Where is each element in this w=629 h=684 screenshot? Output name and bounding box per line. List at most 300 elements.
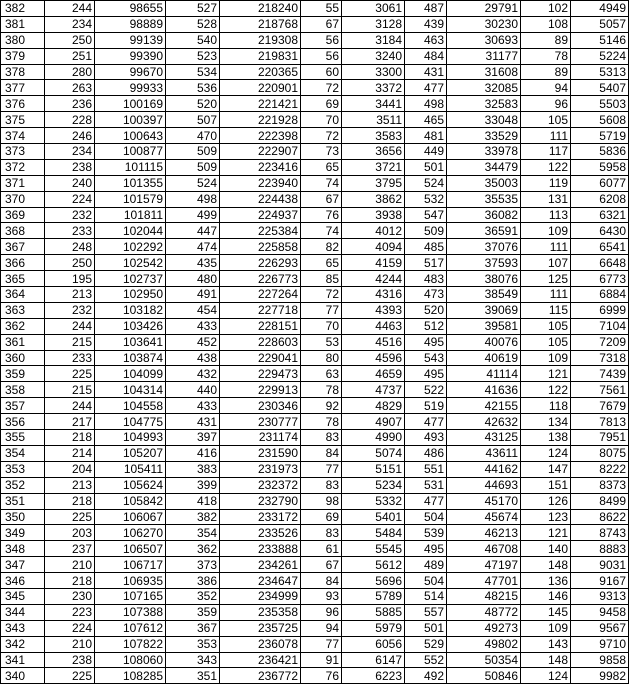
cell-cumulative-c: 5789: [342, 588, 405, 604]
cell-cumulative-b: 233526: [220, 525, 301, 541]
cell-count-a: 234: [45, 16, 95, 32]
cell-score: 368: [1, 223, 45, 239]
cell-cumulative-b: 232790: [220, 493, 301, 509]
cell-cumulative-e: 8622: [571, 509, 629, 525]
cell-count-e: 119: [521, 175, 571, 191]
cell-score: 362: [1, 318, 45, 334]
cell-cumulative-b: 226293: [220, 255, 301, 271]
cell-count-e: 126: [521, 493, 571, 509]
cell-count-e: 140: [521, 541, 571, 557]
cell-count-d: 477: [405, 80, 447, 96]
cell-count-a: 246: [45, 128, 95, 144]
cell-count-d: 465: [405, 112, 447, 128]
cell-cumulative-b: 235725: [220, 620, 301, 636]
cell-score: 352: [1, 477, 45, 493]
cell-count-e: 105: [521, 334, 571, 350]
cell-count-c: 67: [301, 191, 342, 207]
cell-cumulative-c: 6147: [342, 652, 405, 668]
cell-count-a: 225: [45, 668, 95, 684]
cell-count-c: 83: [301, 430, 342, 446]
cell-cumulative-a: 100397: [95, 112, 166, 128]
cell-cumulative-a: 103874: [95, 350, 166, 366]
cell-count-e: 78: [521, 48, 571, 64]
cell-count-a: 238: [45, 159, 95, 175]
cell-cumulative-d: 33978: [447, 144, 521, 160]
cell-cumulative-c: 4596: [342, 350, 405, 366]
cell-count-b: 353: [166, 636, 220, 652]
cell-count-b: 431: [166, 414, 220, 430]
cell-score: 356: [1, 414, 45, 430]
cell-cumulative-e: 9458: [571, 604, 629, 620]
cell-cumulative-d: 33048: [447, 112, 521, 128]
cell-cumulative-e: 8743: [571, 525, 629, 541]
cell-cumulative-e: 7104: [571, 318, 629, 334]
cell-count-c: 67: [301, 16, 342, 32]
cell-cumulative-e: 9710: [571, 636, 629, 652]
cell-cumulative-b: 218240: [220, 1, 301, 17]
cell-score: 353: [1, 461, 45, 477]
cell-cumulative-b: 228151: [220, 318, 301, 334]
cell-score: 340: [1, 668, 45, 684]
cell-cumulative-c: 5484: [342, 525, 405, 541]
cell-count-b: 351: [166, 668, 220, 684]
cell-count-d: 504: [405, 573, 447, 589]
cell-count-a: 280: [45, 64, 95, 80]
cell-count-b: 536: [166, 80, 220, 96]
cell-cumulative-a: 105842: [95, 493, 166, 509]
cell-count-d: 547: [405, 207, 447, 223]
cell-cumulative-b: 230777: [220, 414, 301, 430]
cell-count-b: 499: [166, 207, 220, 223]
cell-count-d: 531: [405, 477, 447, 493]
cell-count-c: 67: [301, 557, 342, 573]
cell-cumulative-a: 103641: [95, 334, 166, 350]
cell-count-c: 56: [301, 32, 342, 48]
cell-cumulative-b: 233888: [220, 541, 301, 557]
cell-count-a: 240: [45, 175, 95, 191]
cell-cumulative-e: 5958: [571, 159, 629, 175]
cell-cumulative-a: 102950: [95, 287, 166, 303]
cell-count-e: 148: [521, 557, 571, 573]
cell-cumulative-b: 227718: [220, 302, 301, 318]
cell-count-b: 359: [166, 604, 220, 620]
cell-cumulative-d: 41114: [447, 366, 521, 382]
cell-count-a: 232: [45, 302, 95, 318]
cell-count-d: 473: [405, 287, 447, 303]
table-row: [1, 493, 629, 509]
cell-cumulative-c: 4393: [342, 302, 405, 318]
cell-cumulative-d: 32085: [447, 80, 521, 96]
cell-count-a: 244: [45, 318, 95, 334]
cell-count-d: 484: [405, 48, 447, 64]
cell-cumulative-c: 4737: [342, 382, 405, 398]
cell-cumulative-d: 38076: [447, 271, 521, 287]
cell-cumulative-a: 104099: [95, 366, 166, 382]
cell-count-e: 151: [521, 477, 571, 493]
cell-cumulative-a: 99670: [95, 64, 166, 80]
cell-count-b: 454: [166, 302, 220, 318]
cell-count-a: 233: [45, 223, 95, 239]
cell-count-a: 228: [45, 112, 95, 128]
cell-count-e: 136: [521, 573, 571, 589]
cell-cumulative-b: 220901: [220, 80, 301, 96]
cell-count-c: 72: [301, 287, 342, 303]
cell-score: 363: [1, 302, 45, 318]
cell-count-b: 540: [166, 32, 220, 48]
cell-cumulative-d: 40076: [447, 334, 521, 350]
cell-cumulative-e: 5146: [571, 32, 629, 48]
cell-count-b: 435: [166, 255, 220, 271]
cell-count-e: 143: [521, 636, 571, 652]
cell-count-b: 399: [166, 477, 220, 493]
cell-cumulative-d: 31177: [447, 48, 521, 64]
cell-score: 367: [1, 239, 45, 255]
cell-cumulative-a: 99933: [95, 80, 166, 96]
cell-count-e: 146: [521, 588, 571, 604]
cell-cumulative-e: 9858: [571, 652, 629, 668]
cell-score: 342: [1, 636, 45, 652]
cell-cumulative-c: 5234: [342, 477, 405, 493]
cell-cumulative-a: 102737: [95, 271, 166, 287]
cell-count-e: 125: [521, 271, 571, 287]
cell-count-a: 214: [45, 445, 95, 461]
cell-cumulative-d: 30693: [447, 32, 521, 48]
cell-cumulative-b: 236078: [220, 636, 301, 652]
table-row: [1, 620, 629, 636]
cell-cumulative-e: 9031: [571, 557, 629, 573]
cell-cumulative-e: 5608: [571, 112, 629, 128]
cell-cumulative-a: 106507: [95, 541, 166, 557]
cell-count-c: 84: [301, 573, 342, 589]
cell-cumulative-e: 5503: [571, 96, 629, 112]
cell-cumulative-c: 3862: [342, 191, 405, 207]
cell-count-c: 83: [301, 525, 342, 541]
cell-count-a: 250: [45, 32, 95, 48]
cell-count-c: 70: [301, 318, 342, 334]
cell-count-e: 108: [521, 16, 571, 32]
cell-count-b: 416: [166, 445, 220, 461]
cell-count-e: 117: [521, 144, 571, 160]
cell-cumulative-b: 223940: [220, 175, 301, 191]
table-row: [1, 302, 629, 318]
cell-cumulative-c: 4659: [342, 366, 405, 382]
cell-score: 374: [1, 128, 45, 144]
cell-cumulative-e: 6077: [571, 175, 629, 191]
cell-cumulative-a: 105207: [95, 445, 166, 461]
cell-score: 382: [1, 1, 45, 17]
cell-cumulative-e: 6430: [571, 223, 629, 239]
cell-count-b: 523: [166, 48, 220, 64]
cell-cumulative-b: 226773: [220, 271, 301, 287]
table-row: [1, 557, 629, 573]
cell-count-d: 477: [405, 414, 447, 430]
cell-cumulative-a: 105624: [95, 477, 166, 493]
cell-cumulative-e: 6884: [571, 287, 629, 303]
cell-cumulative-d: 39581: [447, 318, 521, 334]
cell-count-a: 233: [45, 350, 95, 366]
cell-count-d: 557: [405, 604, 447, 620]
cell-cumulative-d: 37076: [447, 239, 521, 255]
cell-count-a: 225: [45, 366, 95, 382]
cell-cumulative-a: 106717: [95, 557, 166, 573]
cell-count-e: 105: [521, 112, 571, 128]
cell-score: 377: [1, 80, 45, 96]
cell-count-c: 80: [301, 350, 342, 366]
cell-count-e: 111: [521, 128, 571, 144]
cell-count-b: 528: [166, 16, 220, 32]
cell-score: 369: [1, 207, 45, 223]
cell-count-d: 501: [405, 620, 447, 636]
cell-cumulative-d: 50354: [447, 652, 521, 668]
cell-cumulative-c: 4094: [342, 239, 405, 255]
cell-cumulative-c: 4159: [342, 255, 405, 271]
table-row: [1, 80, 629, 96]
cell-cumulative-b: 224937: [220, 207, 301, 223]
table-row: [1, 445, 629, 461]
cell-cumulative-c: 3441: [342, 96, 405, 112]
cell-count-d: 449: [405, 144, 447, 160]
cell-count-d: 477: [405, 493, 447, 509]
cell-count-c: 85: [301, 271, 342, 287]
cell-cumulative-a: 108285: [95, 668, 166, 684]
cell-count-d: 486: [405, 445, 447, 461]
cell-count-b: 534: [166, 64, 220, 80]
cell-count-d: 493: [405, 430, 447, 446]
cell-count-b: 386: [166, 573, 220, 589]
cell-count-a: 210: [45, 636, 95, 652]
cell-count-a: 230: [45, 588, 95, 604]
cell-score: 380: [1, 32, 45, 48]
cell-count-c: 53: [301, 334, 342, 350]
cell-count-c: 55: [301, 1, 342, 17]
cell-cumulative-a: 104314: [95, 382, 166, 398]
cell-cumulative-a: 101115: [95, 159, 166, 175]
cell-count-d: 487: [405, 1, 447, 17]
cell-count-d: 431: [405, 64, 447, 80]
cell-cumulative-b: 230346: [220, 398, 301, 414]
cell-count-b: 452: [166, 334, 220, 350]
cell-score: 349: [1, 525, 45, 541]
table-row: [1, 112, 629, 128]
cell-cumulative-e: 7951: [571, 430, 629, 446]
cell-count-e: 111: [521, 239, 571, 255]
cell-count-c: 96: [301, 604, 342, 620]
cell-cumulative-d: 48772: [447, 604, 521, 620]
cell-count-d: 489: [405, 557, 447, 573]
cell-cumulative-a: 104993: [95, 430, 166, 446]
cell-score: 361: [1, 334, 45, 350]
cell-cumulative-e: 9167: [571, 573, 629, 589]
cell-cumulative-a: 101579: [95, 191, 166, 207]
cell-cumulative-a: 99139: [95, 32, 166, 48]
cell-count-a: 244: [45, 1, 95, 17]
cell-count-a: 215: [45, 382, 95, 398]
cell-count-b: 382: [166, 509, 220, 525]
cell-count-d: 463: [405, 32, 447, 48]
cell-cumulative-c: 5332: [342, 493, 405, 509]
cell-cumulative-b: 222398: [220, 128, 301, 144]
table-row: [1, 175, 629, 191]
cell-count-b: 433: [166, 398, 220, 414]
cell-score: 371: [1, 175, 45, 191]
cell-count-b: 383: [166, 461, 220, 477]
cell-score: 344: [1, 604, 45, 620]
cell-cumulative-b: 234999: [220, 588, 301, 604]
cell-count-a: 232: [45, 207, 95, 223]
cell-cumulative-b: 229473: [220, 366, 301, 382]
cell-cumulative-a: 107612: [95, 620, 166, 636]
cell-cumulative-c: 3938: [342, 207, 405, 223]
table-row: [1, 287, 629, 303]
cell-count-e: 147: [521, 461, 571, 477]
cell-cumulative-d: 44693: [447, 477, 521, 493]
cell-cumulative-c: 5545: [342, 541, 405, 557]
cell-count-c: 77: [301, 302, 342, 318]
cell-cumulative-a: 106935: [95, 573, 166, 589]
cell-count-b: 480: [166, 271, 220, 287]
cell-cumulative-b: 231973: [220, 461, 301, 477]
cell-cumulative-b: 236421: [220, 652, 301, 668]
cell-count-a: 244: [45, 398, 95, 414]
cell-count-c: 65: [301, 255, 342, 271]
cell-cumulative-e: 9982: [571, 668, 629, 684]
cell-cumulative-b: 225384: [220, 223, 301, 239]
cell-score: 373: [1, 144, 45, 160]
cell-count-e: 115: [521, 302, 571, 318]
cell-cumulative-a: 105411: [95, 461, 166, 477]
cell-cumulative-a: 98655: [95, 1, 166, 17]
cell-cumulative-a: 104775: [95, 414, 166, 430]
cell-count-e: 94: [521, 80, 571, 96]
cell-count-c: 82: [301, 239, 342, 255]
cell-cumulative-d: 29791: [447, 1, 521, 17]
cell-count-c: 76: [301, 668, 342, 684]
cell-count-a: 218: [45, 573, 95, 589]
cell-count-c: 98: [301, 493, 342, 509]
cell-cumulative-e: 6208: [571, 191, 629, 207]
cell-cumulative-d: 36082: [447, 207, 521, 223]
cell-cumulative-e: 8222: [571, 461, 629, 477]
cell-cumulative-e: 6999: [571, 302, 629, 318]
cell-score: 364: [1, 287, 45, 303]
cell-cumulative-d: 39069: [447, 302, 521, 318]
table-row: [1, 96, 629, 112]
table-row: [1, 318, 629, 334]
table-row: [1, 271, 629, 287]
cell-count-b: 509: [166, 144, 220, 160]
cell-cumulative-a: 106067: [95, 509, 166, 525]
cell-count-b: 474: [166, 239, 220, 255]
cell-count-e: 121: [521, 525, 571, 541]
cell-cumulative-c: 3511: [342, 112, 405, 128]
cell-cumulative-b: 218768: [220, 16, 301, 32]
cell-cumulative-b: 234261: [220, 557, 301, 573]
cell-cumulative-c: 4516: [342, 334, 405, 350]
cell-cumulative-b: 233172: [220, 509, 301, 525]
table-row: [1, 1, 629, 17]
cell-score: 359: [1, 366, 45, 382]
cell-cumulative-e: 4949: [571, 1, 629, 17]
cell-count-d: 532: [405, 191, 447, 207]
cell-count-b: 527: [166, 1, 220, 17]
cell-cumulative-d: 35003: [447, 175, 521, 191]
cell-score: 348: [1, 541, 45, 557]
cell-count-b: 343: [166, 652, 220, 668]
cell-count-c: 69: [301, 96, 342, 112]
cell-count-a: 195: [45, 271, 95, 287]
cell-count-e: 96: [521, 96, 571, 112]
cell-cumulative-d: 47701: [447, 573, 521, 589]
cell-count-d: 509: [405, 223, 447, 239]
cell-count-e: 113: [521, 207, 571, 223]
cell-count-a: 225: [45, 509, 95, 525]
cell-count-a: 204: [45, 461, 95, 477]
cell-cumulative-d: 34479: [447, 159, 521, 175]
cell-cumulative-b: 229041: [220, 350, 301, 366]
cell-cumulative-d: 30230: [447, 16, 521, 32]
cell-cumulative-a: 98889: [95, 16, 166, 32]
cell-count-e: 122: [521, 159, 571, 175]
cell-count-c: 93: [301, 588, 342, 604]
cell-cumulative-e: 9567: [571, 620, 629, 636]
cell-cumulative-d: 48215: [447, 588, 521, 604]
cell-cumulative-e: 5313: [571, 64, 629, 80]
cell-cumulative-c: 3372: [342, 80, 405, 96]
cell-cumulative-e: 5407: [571, 80, 629, 96]
cell-cumulative-e: 7439: [571, 366, 629, 382]
cell-count-a: 237: [45, 541, 95, 557]
cell-count-c: 78: [301, 382, 342, 398]
cell-count-b: 362: [166, 541, 220, 557]
cell-count-a: 236: [45, 96, 95, 112]
cell-cumulative-a: 100877: [95, 144, 166, 160]
cell-cumulative-d: 36591: [447, 223, 521, 239]
cell-count-e: 89: [521, 32, 571, 48]
cell-cumulative-c: 4012: [342, 223, 405, 239]
cell-cumulative-a: 104558: [95, 398, 166, 414]
cell-cumulative-d: 43125: [447, 430, 521, 446]
cell-count-d: 524: [405, 175, 447, 191]
cell-cumulative-a: 101811: [95, 207, 166, 223]
cell-count-b: 491: [166, 287, 220, 303]
cell-cumulative-c: 5401: [342, 509, 405, 525]
cell-score: 350: [1, 509, 45, 525]
cell-cumulative-d: 47197: [447, 557, 521, 573]
table-row: [1, 509, 629, 525]
cell-cumulative-b: 231590: [220, 445, 301, 461]
cell-cumulative-b: 222907: [220, 144, 301, 160]
cell-score: 366: [1, 255, 45, 271]
cell-count-c: 78: [301, 414, 342, 430]
cell-count-b: 352: [166, 588, 220, 604]
cell-cumulative-e: 9313: [571, 588, 629, 604]
cell-count-e: 111: [521, 287, 571, 303]
cell-count-b: 470: [166, 128, 220, 144]
cell-cumulative-e: 6648: [571, 255, 629, 271]
table-row: [1, 588, 629, 604]
cell-count-b: 433: [166, 318, 220, 334]
cell-count-e: 109: [521, 620, 571, 636]
cell-count-b: 373: [166, 557, 220, 573]
cell-cumulative-c: 3061: [342, 1, 405, 17]
cell-score: 379: [1, 48, 45, 64]
cell-cumulative-c: 3300: [342, 64, 405, 80]
cell-cumulative-e: 6321: [571, 207, 629, 223]
table-row: [1, 207, 629, 223]
cell-count-c: 77: [301, 461, 342, 477]
cell-count-c: 83: [301, 477, 342, 493]
table-row: [1, 668, 629, 684]
